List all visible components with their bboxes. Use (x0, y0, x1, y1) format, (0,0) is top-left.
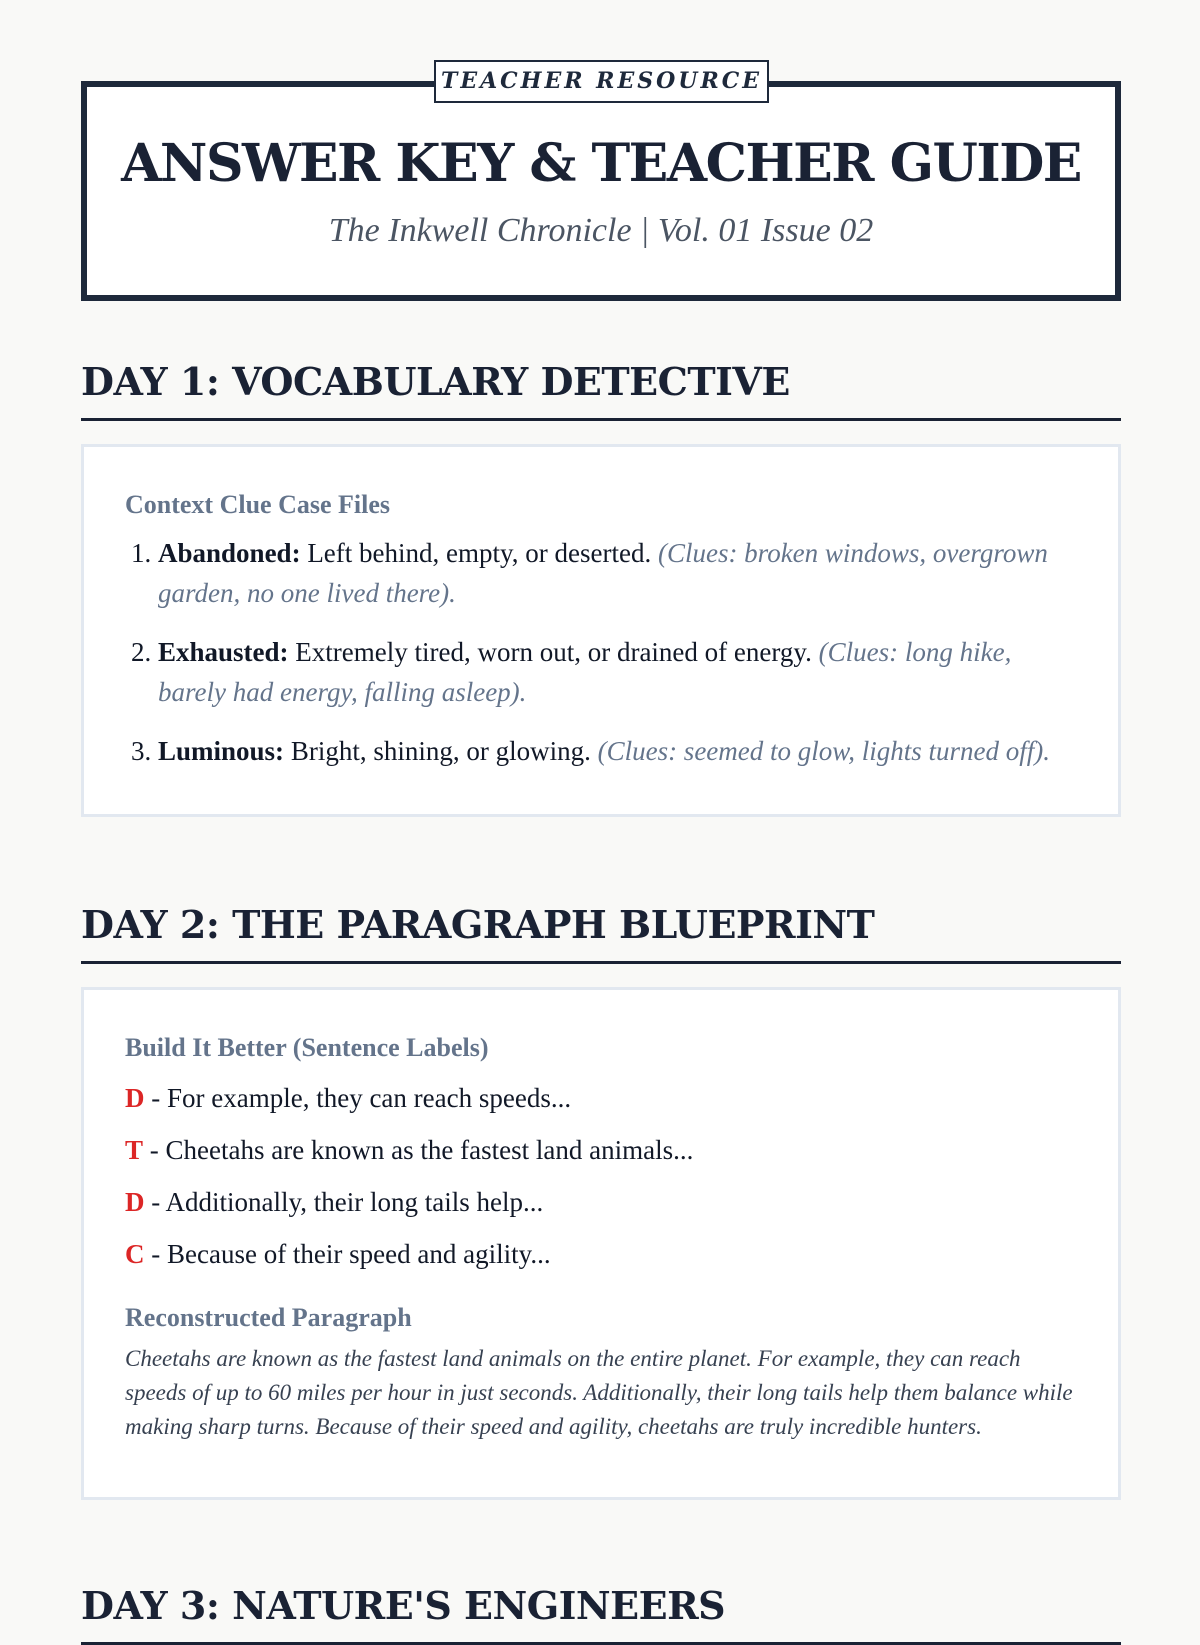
reconstructed-paragraph: Cheetahs are known as the fastest land animals on the entire planet. For example, they can reach speeds of up to 60 miles per hour in just seconds. Additionally, their long tails help them balance while making sharp turns. Because of their speed and agility, cheetahs are truly incredible hunters. (125, 1346, 1073, 1439)
page-title: ANSWER KEY & TEACHER GUIDE (121, 133, 1081, 194)
teacher-resource-tag: TEACHER RESOURCE (434, 60, 769, 103)
sentence-label-text: - Additionally, their long tails help... (151, 1187, 544, 1217)
vocab-clues: (Clues: seemed to glow, lights turned off). (597, 736, 1051, 766)
vocab-list (125, 533, 1077, 771)
sentence-label-text: - Cheetahs are known as the fastest land animals... (149, 1135, 694, 1165)
day1-subheading: Context Clue Case Files (125, 490, 391, 519)
vocab-item (125, 533, 1077, 613)
sentence-label-letter: D (125, 1083, 145, 1113)
vocab-number: 2. (131, 637, 152, 667)
sentence-label-letter: D (125, 1187, 145, 1217)
vocab-term: Abandoned: (158, 538, 301, 568)
vocab-term: Exhausted: (158, 637, 289, 667)
paragraph-heading: Reconstructed Paragraph (125, 1303, 412, 1332)
page-subtitle: The Inkwell Chronicle | Vol. 01 Issue 02 (328, 212, 874, 249)
vocab-definition: Bright, shining, or glowing. (290, 736, 591, 766)
vocab-term: Luminous: (158, 736, 285, 766)
sentence-label-row (125, 1078, 1077, 1118)
day2-card (81, 987, 1121, 1500)
day2-heading: DAY 2: THE PARAGRAPH BLUEPRINT (81, 899, 1121, 964)
sentence-label-row (125, 1182, 1077, 1222)
sentence-label-text: - For example, they can reach speeds... (151, 1083, 572, 1113)
sentence-label-text: - Because of their speed and agility... (151, 1239, 551, 1269)
day1-card (81, 444, 1121, 817)
vocab-clues: (Clues: broken windows, overgrown garden, no one lived there). (158, 538, 1048, 608)
day2-subheading: Build It Better (Sentence Labels) (125, 1033, 489, 1062)
vocab-definition: Left behind, empty, or deserted. (307, 538, 652, 568)
vocab-number: 1. (131, 538, 152, 568)
day1-heading: DAY 1: VOCABULARY DETECTIVE (81, 356, 1121, 421)
vocab-number: 3. (131, 736, 152, 766)
sentence-label-row (125, 1234, 1077, 1274)
vocab-clues: (Clues: long hike, barely had energy, falling asleep). (158, 637, 1012, 707)
vocab-item (125, 731, 1077, 771)
sentence-label-letter: T (125, 1135, 144, 1165)
vocab-item (125, 632, 1077, 712)
sentence-label-row (125, 1130, 1077, 1170)
sentence-label-letter: C (125, 1239, 145, 1269)
sentence-label-list (125, 1078, 1077, 1274)
vocab-definition: Extremely tired, worn out, or drained of energy. (295, 637, 812, 667)
day3-heading: DAY 3: NATURE'S ENGINEERS (81, 1580, 1121, 1645)
